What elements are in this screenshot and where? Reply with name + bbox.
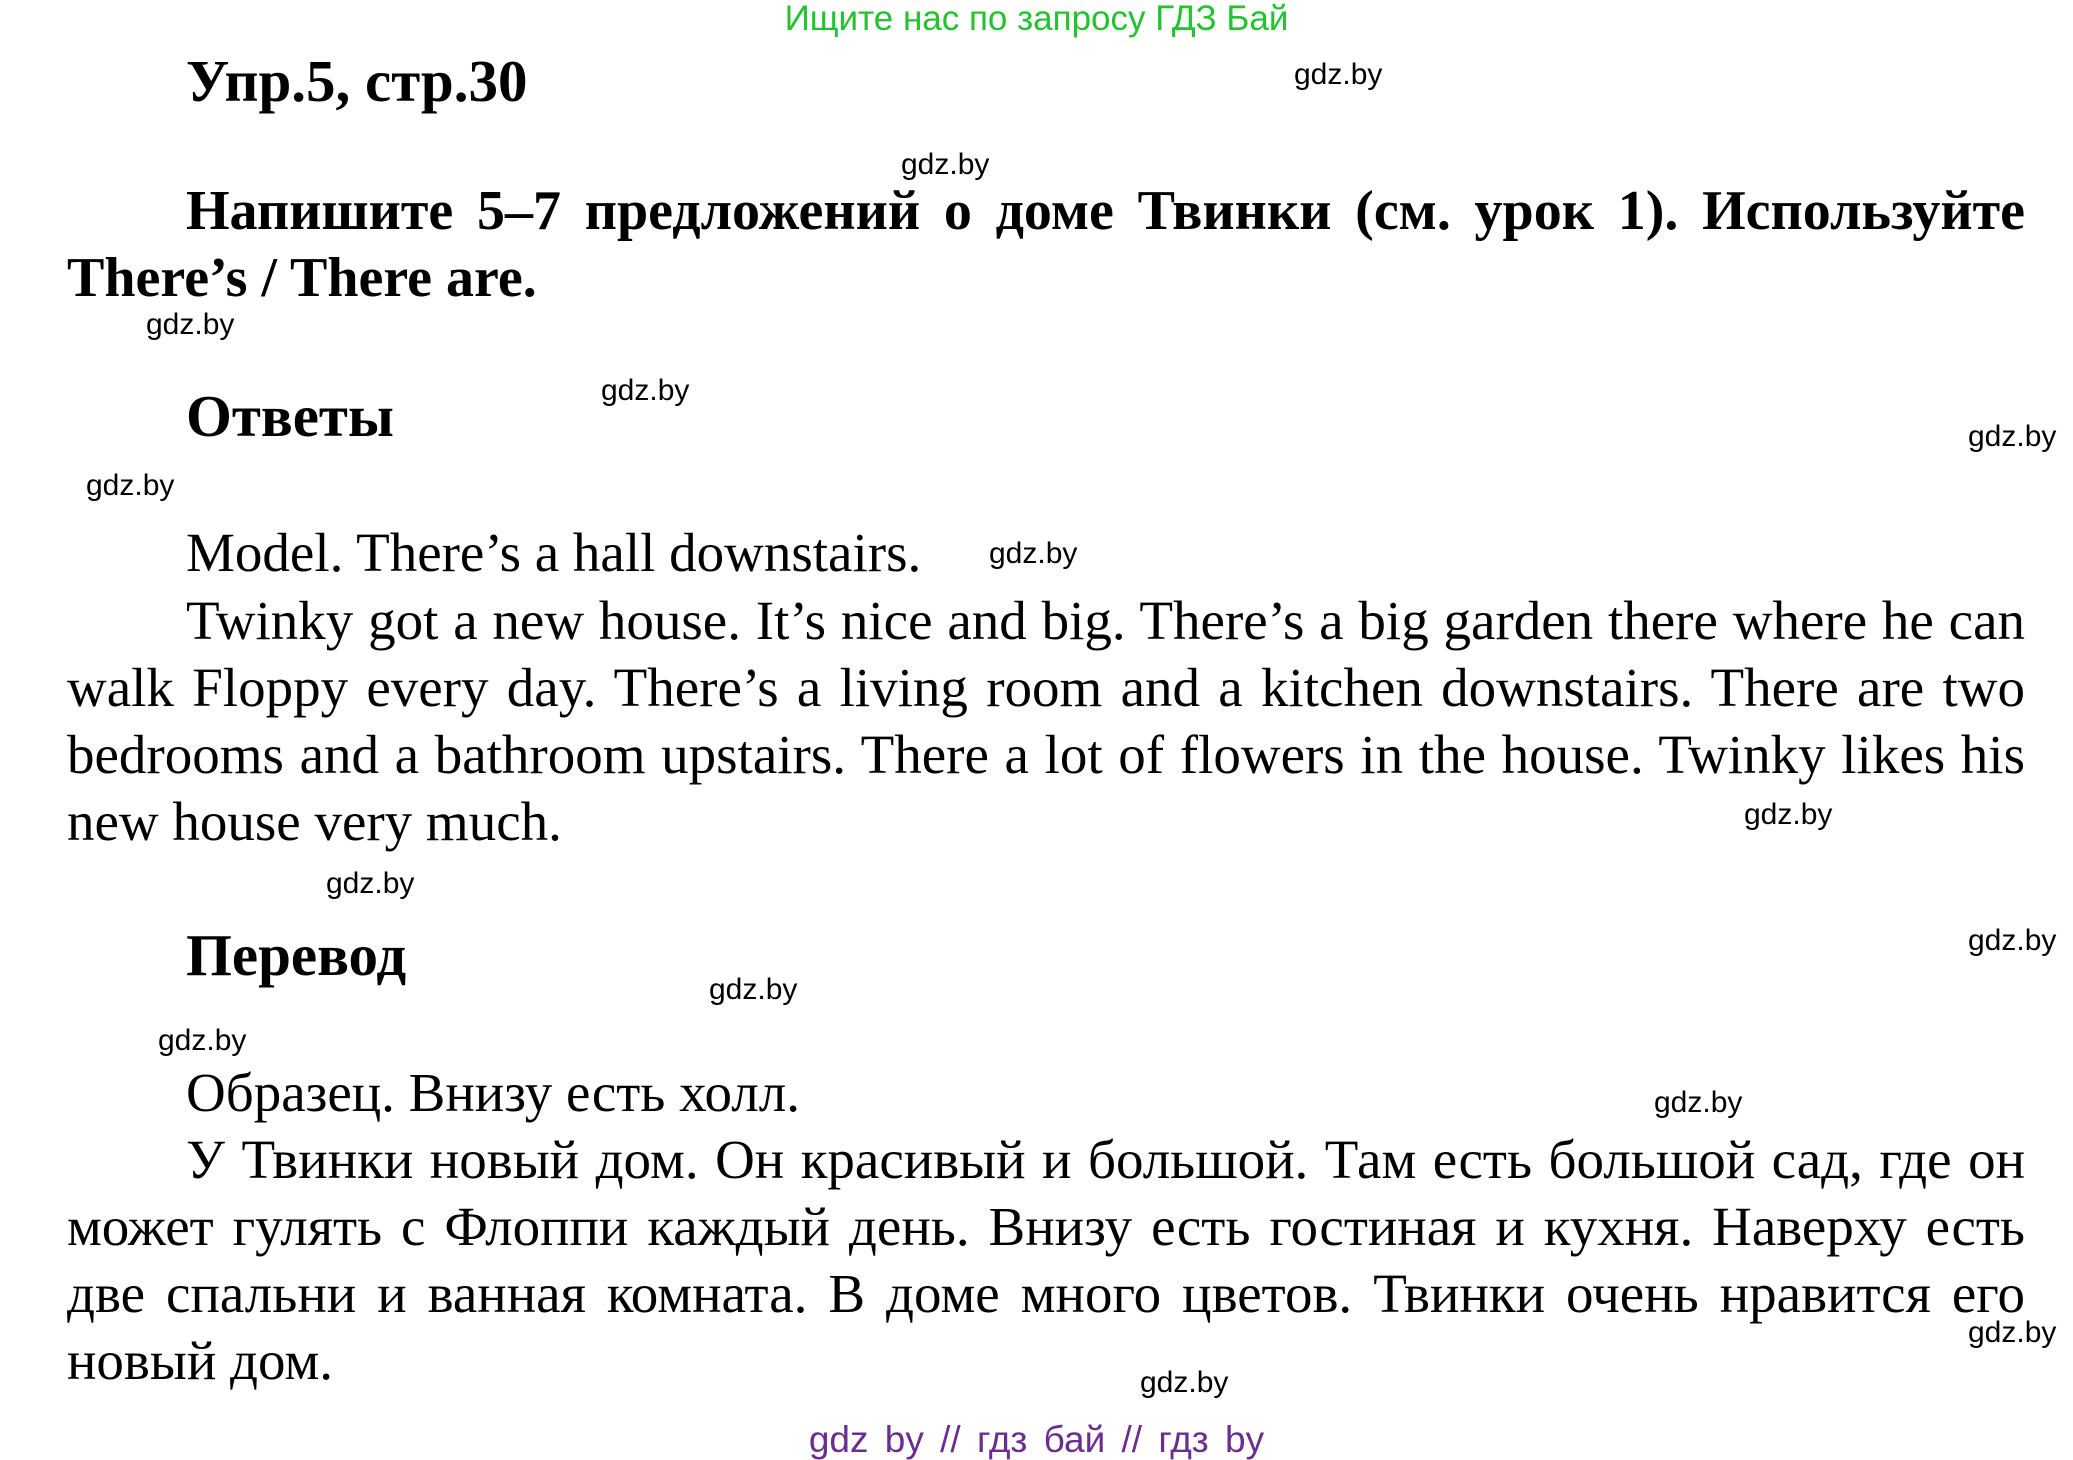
answer-text: Twinky got a new house. It’s nice and big. There’s a big garden there where he can walk Floppy every day. There’s a living room and a kitchen downstairs. There are two bedrooms and a bathroom upstairs. There a lot of flowers in the house. Twinky likes his new house very much. (67, 590, 2025, 852)
watermark: gdz.by (1744, 798, 1833, 831)
watermark: gdz.by (146, 308, 235, 341)
answer-model: Model. There’s a hall downstairs. (186, 522, 922, 583)
exercise-title: Упр.5, стр.30 (186, 48, 528, 114)
answers-heading: Ответы (186, 383, 394, 449)
watermark: gdz.by (1294, 58, 1383, 91)
watermark: gdz.by (1968, 1316, 2057, 1349)
watermark: gdz.by (601, 374, 690, 407)
watermark: gdz.by (1968, 420, 2057, 453)
watermark: gdz.by (709, 973, 798, 1006)
watermark: gdz.by (1140, 1366, 1229, 1399)
watermark: gdz.by (1968, 924, 2057, 957)
watermark: gdz.by (326, 867, 415, 900)
watermark: gdz.by (86, 469, 175, 502)
task-instruction: Напишите 5–7 предложений о доме Твинки (см. урок 1). Используйте There’s / There are. (67, 180, 2025, 309)
watermark: gdz.by (901, 148, 990, 181)
watermark: gdz.by (989, 537, 1078, 570)
translation-text: У Твинки новый дом. Он красивый и большой. Там есть большой сад, где он может гулять с Флоппи каждый день. Внизу есть гостиная и кухня. Наверху есть две спальни и ванная комната. В доме много цветов. Твинки очень нравится его новый дом. (67, 1129, 2025, 1391)
watermark: gdz.by (1654, 1086, 1743, 1119)
watermark: gdz.by (158, 1024, 247, 1057)
footer-links: gdz by // гдз бай // гдз by (808, 1419, 1265, 1460)
translation-heading: Перевод (186, 922, 407, 988)
translation-model: Образец. Внизу есть холл. (186, 1062, 800, 1123)
top-banner: Ищите нас по запросу ГДЗ Бай (784, 0, 1289, 38)
